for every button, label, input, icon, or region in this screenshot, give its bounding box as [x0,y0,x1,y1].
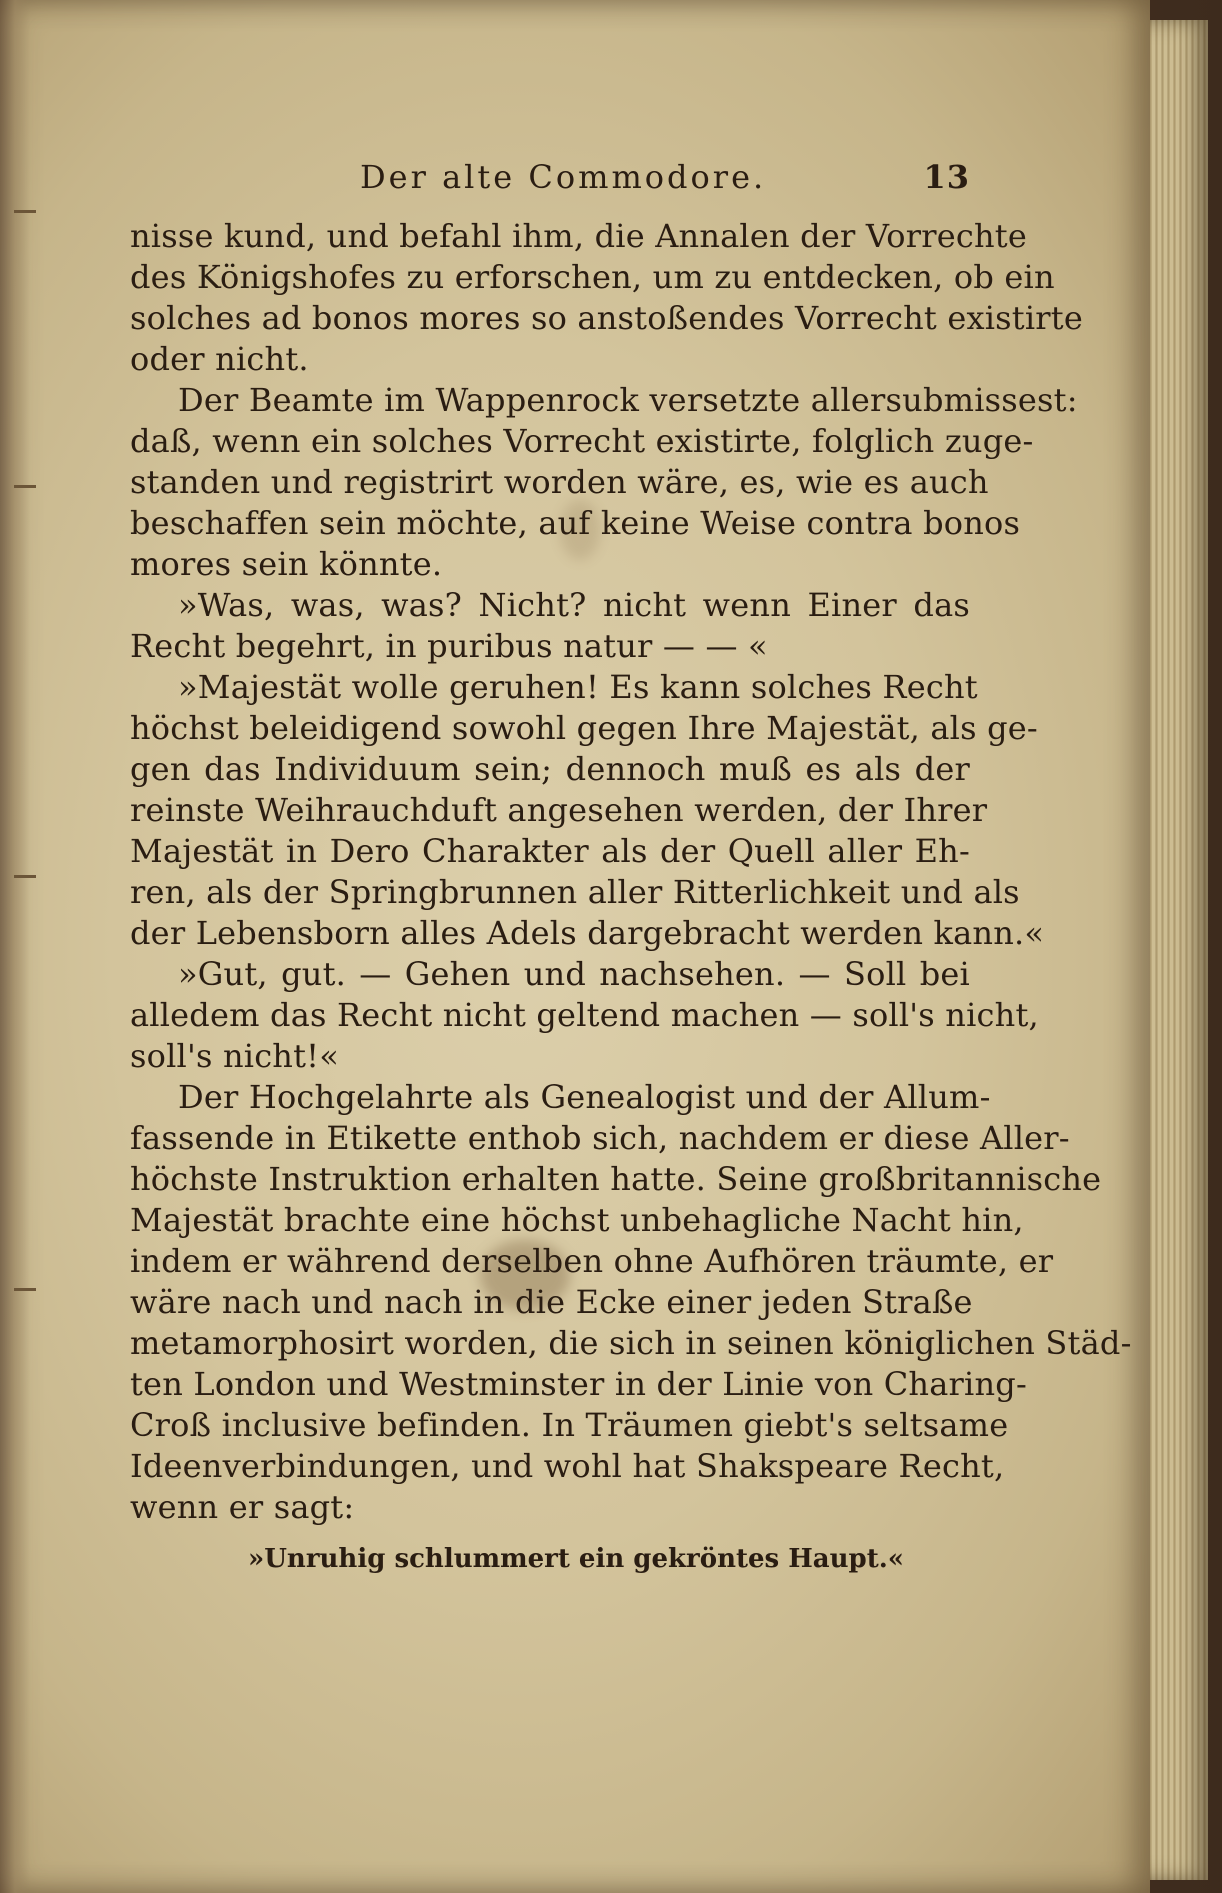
text-line: »Majestät wolle geruhen! Es kann solches Recht [178,668,978,706]
text-line: der Lebensborn alles Adels dargebracht werden kann.« [130,914,1045,952]
text-line: nisse kund, und befahl ihm, die Annalen der Vorrechte [130,217,1027,255]
text-line: alledem das Recht nicht geltend machen — soll's nicht, [130,996,1039,1034]
text-line: Der Beamte im Wappenrock versetzte allersubmissest: [178,381,1078,419]
margin-mark [14,485,36,488]
text-line: ren, als der Springbrunnen aller Ritterlichkeit und als [130,873,1020,911]
running-title: Der alte Commodore. [360,158,767,196]
text-line: wäre nach und nach in die Ecke einer jeden Straße [130,1283,973,1321]
text-line: wenn er sagt: [130,1488,355,1526]
binding-shadow [0,0,30,1893]
text-line: des Königshofes zu erforschen, um zu entdecken, ob ein [130,258,1055,296]
margin-mark [14,210,36,213]
text-line: Recht begehrt, in puribus natur — — « [130,627,768,665]
text-line: solches ad bonos mores so anstoßendes Vorrecht existirte [130,299,1083,337]
text-line: standen und registrirt worden wäre, es, wie es auch [130,463,989,501]
margin-mark [14,1288,36,1291]
text-line: fassende in Etikette enthob sich, nachdem er diese Aller- [130,1119,1070,1157]
page-number: 13 [923,158,970,196]
text-line: indem er während derselben ohne Aufhören träumte, er [130,1242,1054,1280]
text-line: »Gut, gut. — Gehen und nachsehen. — Soll bei [178,955,970,993]
text-line: ten London und Westminster in der Linie von Charing- [130,1365,1027,1403]
text-line: höchste Instruktion erhalten hatte. Seine großbritannische [130,1160,1102,1198]
text-line: beschaffen sein möchte, auf keine Weise contra bonos [130,504,1021,542]
text-line: Majestät brachte eine höchst unbehagliche Nacht hin, [130,1201,1024,1239]
text-line: reinste Weihrauchduft angesehen werden, der Ihrer [130,791,988,829]
verse-quote: »Unruhig schlummert ein gekröntes Haupt.« [248,1544,905,1574]
text-line: daß, wenn ein solches Vorrecht existirte, folglich zuge- [130,422,1034,460]
text-line: metamorphosirt worden, die sich in seinen königlichen Städ- [130,1324,1132,1362]
text-line: gen das Individuum sein; dennoch muß es als der [130,750,970,788]
text-line: Ideenverbindungen, und wohl hat Shakspeare Recht, [130,1447,1005,1485]
text-line: mores sein könnte. [130,545,443,583]
text-line: höchst beleidigend sowohl gegen Ihre Majestät, als ge- [130,709,1038,747]
text-line: »Was, was, was? Nicht? nicht wenn Einer das [178,586,970,624]
text-line: Majestät in Dero Charakter als der Quell aller Eh- [130,832,970,870]
text-block [130,158,1132,1576]
text-line: soll's nicht!« [130,1037,340,1075]
text-line: Croß inclusive befinden. In Träumen giebt's seltsame [130,1406,1009,1444]
margin-mark [14,875,36,878]
text-line: oder nicht. [130,340,309,378]
running-head [360,158,970,216]
text-line: Der Hochgelahrte als Genealogist und der Allum- [178,1078,991,1116]
